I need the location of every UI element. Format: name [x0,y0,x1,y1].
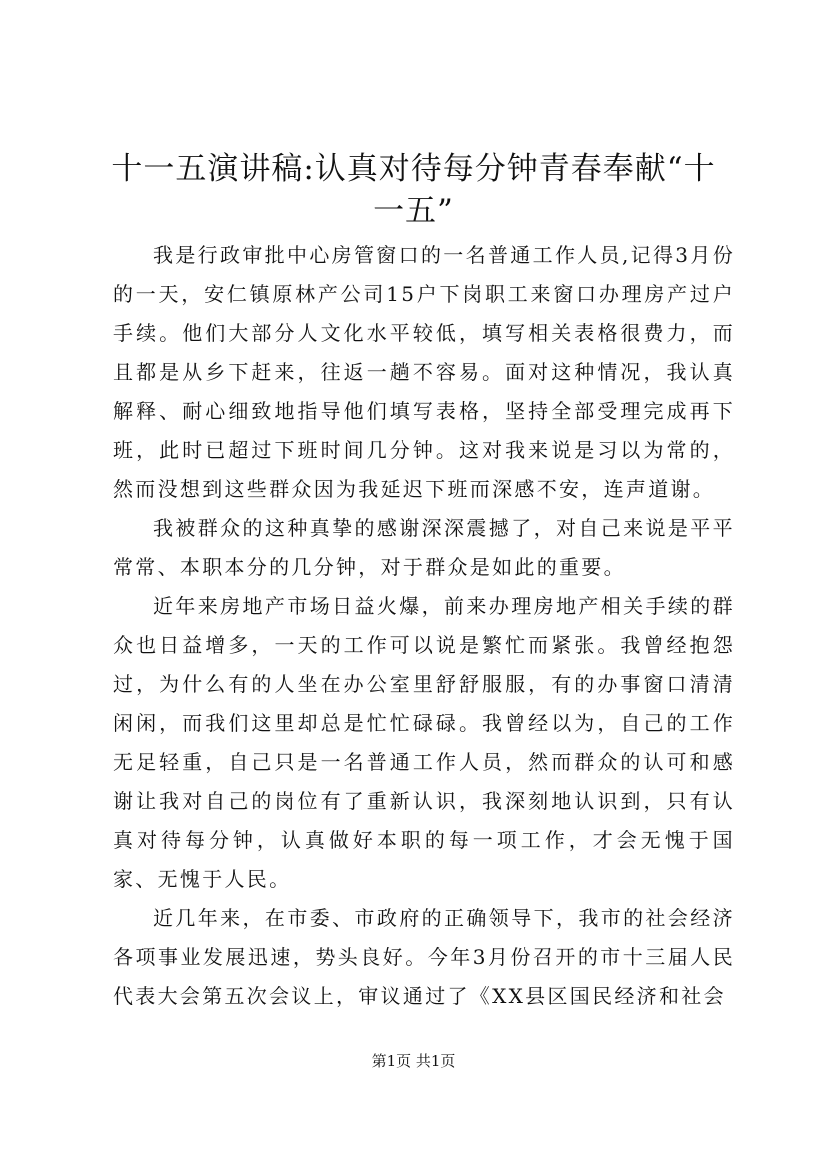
page-footer: 第1页 共1页 [371,1052,456,1070]
paragraph: 我被群众的这种真挚的感谢深深震撼了，对自己来说是平平常常、本职本分的几分钟，对于群众是如此的重要。 [113,516,735,579]
document-body [113,236,735,1016]
paragraph: 近年来房地产市场日益火爆，前来办理房地产相关手续的群众也日益增多，一天的工作可以说是繁忙而紧张。我曾经抱怨过，为什么有的人坐在办公室里舒舒服服，有的办事窗口清清闲闲，而我们这里却总是忙忙碌碌。我曾经以为，自己的工作无足轻重，自己只是一名普通工作人员，然而群众的认可和感谢让我对自己的岗位有了重新认识，我深刻地认识到，只有认真对待每分钟，认真做好本职的每一项工作，才会无愧于国家、无愧于人民。 [113,594,735,891]
document-title: 十一五演讲稿:认真对待每分钟青春奉献“十一五” [111,151,716,229]
paragraph: 我是行政审批中心房管窗口的一名普通工作人员,记得3月份的一天，安仁镇原林产公司15户下岗职工来窗口办理房产过户手续。他们大部分人文化水平较低，填写相关表格很费力，而且都是从乡下赶来，往返一趟不容易。面对这种情况，我认真解释、耐心细致地指导他们填写表格，坚持全部受理完成再下班，此时已超过下班时间几分钟。这对我来说是习以为常的，然而没想到这些群众因为我延迟下班而深感不安，连声道谢。 [113,243,735,501]
paragraph: 近几年来，在市委、市政府的正确领导下，我市的社会经济各项事业发展迅速，势头良好。今年3月份召开的市十三届人民代表大会第五次会议上，审议通过了《XX县区国民经济和社会 [113,906,735,1008]
